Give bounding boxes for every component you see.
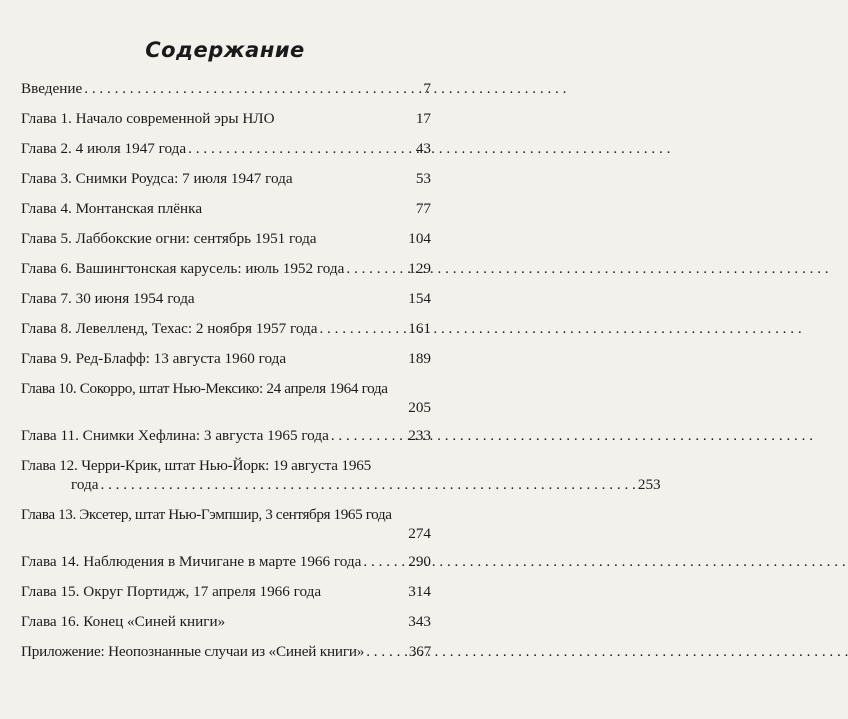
toc-entry-title: Введение (21, 80, 83, 97)
toc-entry-title: Глава 12. Черри-Крик, штат Нью-Йорк: 19 августа 1965 (21, 457, 371, 474)
page-title: Содержание (145, 38, 305, 62)
toc-entry (21, 456, 661, 494)
toc-entry-title: Глава 15. Округ Портидж, 17 апреля 1966 года (21, 583, 322, 600)
toc-entry (21, 199, 431, 218)
toc-entry-title: Глава 11. Снимки Хефлина: 3 августа 1965 года (21, 427, 329, 444)
dot-leader (361, 552, 408, 571)
toc-entry (21, 582, 431, 601)
dot-leader (82, 79, 423, 98)
table-of-contents (21, 79, 661, 661)
toc-entry (21, 505, 431, 543)
toc-entry-title: Глава 10. Сокорро, штат Нью-Мексико: 24 апреля 1964 года (21, 380, 388, 397)
toc-entry-page: 104 (408, 230, 431, 247)
toc-entry-page: 43 (415, 140, 431, 157)
toc-entry-title: Глава 13. Эксетер, штат Нью-Гэмпшир, 3 сентября 1965 года (21, 506, 392, 523)
toc-entry-page: 189 (408, 350, 431, 367)
toc-entry-page: 343 (408, 613, 431, 630)
toc-entry (21, 349, 431, 368)
toc-entry-title: Приложение: Неопознанные случаи из «Синей книги» (21, 643, 365, 660)
toc-entry-title-cont: года (71, 476, 99, 493)
toc-entry (21, 552, 431, 571)
toc-entry (21, 379, 431, 417)
toc-entry (21, 169, 431, 188)
toc-entry-page: 77 (415, 200, 431, 217)
toc-entry-title: Глава 8. Левелленд, Техас: 2 ноября 1957 года (21, 320, 318, 337)
toc-entry (21, 426, 431, 445)
dot-leader (186, 139, 416, 158)
toc-entry-title: Глава 14. Наблюдения в Мичигане в марте 1966 года (21, 553, 362, 570)
toc-entry (21, 289, 431, 308)
toc-entry-page: 274 (408, 525, 431, 542)
dot-leader (329, 426, 408, 445)
toc-entry (21, 642, 431, 661)
toc-entry-page: 53 (415, 170, 431, 187)
dot-leader (98, 475, 637, 494)
toc-entry-title: Глава 16. Конец «Синей книги» (21, 613, 226, 630)
toc-entry-title: Глава 2. 4 июля 1947 года (21, 140, 187, 157)
toc-entry (21, 259, 431, 278)
dot-leader (317, 319, 408, 338)
toc-entry (21, 139, 431, 158)
toc-entry-page: 129 (408, 260, 431, 277)
toc-entry (21, 79, 431, 98)
toc-entry-page: 314 (408, 583, 431, 600)
toc-entry-title: Глава 5. Лаббокские огни: сентябрь 1951 года (21, 230, 317, 247)
toc-entry-page: 17 (415, 110, 431, 127)
toc-entry-title: Глава 1. Начало современной эры НЛО (21, 110, 275, 127)
toc-entry-page: 161 (408, 320, 431, 337)
toc-entry-page: 253 (637, 476, 661, 493)
toc-entry (21, 109, 431, 128)
toc-entry-page: 205 (408, 399, 431, 416)
toc-entry-title: Глава 7. 30 июня 1954 года (21, 290, 195, 307)
toc-entry-title: Глава 9. Ред-Блафф: 13 августа 1960 года (21, 350, 287, 367)
toc-entry (21, 229, 431, 248)
toc-entry-page: 7 (423, 80, 431, 97)
dot-leader (364, 642, 409, 661)
toc-entry (21, 612, 431, 631)
toc-entry-page: 154 (408, 290, 431, 307)
dot-leader (344, 259, 408, 278)
toc-entry-title: Глава 6. Вашингтонская карусель: июль 1952 года (21, 260, 345, 277)
toc-entry-title: Глава 3. Снимки Роудса: 7 июля 1947 года (21, 170, 293, 187)
toc-entry (21, 319, 431, 338)
toc-entry-page: 233 (408, 427, 431, 444)
toc-entry-page: 367 (408, 643, 431, 660)
toc-entry-title: Глава 4. Монтанская плёнка (21, 200, 203, 217)
toc-entry-page: 290 (408, 553, 431, 570)
